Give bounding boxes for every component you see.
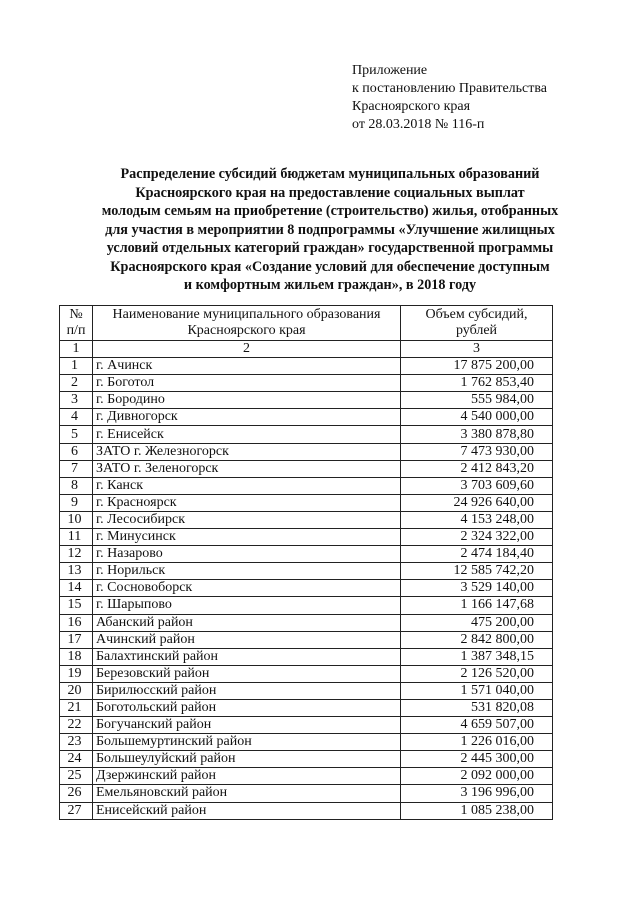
row-name: Емельяновский район xyxy=(93,785,401,802)
title-line: Распределение субсидий бюджетам муниципальных образований xyxy=(120,166,540,182)
row-number: 7 xyxy=(60,460,93,477)
row-amount: 1 226 016,00 xyxy=(401,734,553,751)
row-amount: 17 875 200,00 xyxy=(401,358,553,375)
appendix-line: Приложение xyxy=(352,63,428,78)
row-number: 22 xyxy=(60,717,93,734)
row-number: 13 xyxy=(60,563,93,580)
row-amount: 555 984,00 xyxy=(401,392,553,409)
row-name: г. Минусинск xyxy=(93,529,401,546)
row-name: Большемуртинский район xyxy=(93,734,401,751)
row-name: г. Бородино xyxy=(93,392,401,409)
title-line: и комфортным жильем граждан», в 2018 году xyxy=(183,277,477,293)
index-cell: 3 xyxy=(401,341,553,358)
table-row xyxy=(60,529,553,546)
table-row xyxy=(60,426,553,443)
row-name: Богучанский район xyxy=(93,717,401,734)
row-amount: 4 659 507,00 xyxy=(401,717,553,734)
row-name: г. Назарово xyxy=(93,546,401,563)
row-number: 25 xyxy=(60,768,93,785)
row-amount: 1 571 040,00 xyxy=(401,682,553,699)
row-number: 23 xyxy=(60,734,93,751)
table-row xyxy=(60,477,553,494)
row-amount: 2 412 843,20 xyxy=(401,460,553,477)
row-amount: 4 153 248,00 xyxy=(401,511,553,528)
table-row xyxy=(60,734,553,751)
appendix-block xyxy=(352,62,547,134)
table-row xyxy=(60,443,553,460)
row-name: г. Лесосибирск xyxy=(93,511,401,528)
table-row xyxy=(60,580,553,597)
table-row xyxy=(60,511,553,528)
table-row xyxy=(60,494,553,511)
row-number: 9 xyxy=(60,494,93,511)
row-amount: 531 820,08 xyxy=(401,699,553,716)
row-name: Ачинский район xyxy=(93,631,401,648)
table-row xyxy=(60,392,553,409)
row-name: Большеулуйский район xyxy=(93,751,401,768)
row-name: ЗАТО г. Зеленогорск xyxy=(93,460,401,477)
row-number: 16 xyxy=(60,614,93,631)
header-number: № п/п xyxy=(60,306,93,341)
row-number: 26 xyxy=(60,785,93,802)
table-body xyxy=(60,358,553,820)
table-row xyxy=(60,409,553,426)
row-number: 18 xyxy=(60,648,93,665)
row-amount: 2 324 322,00 xyxy=(401,529,553,546)
row-number: 10 xyxy=(60,511,93,528)
row-number: 3 xyxy=(60,392,93,409)
row-amount: 12 585 742,20 xyxy=(401,563,553,580)
table-row xyxy=(60,375,553,392)
row-name: г. Норильск xyxy=(93,563,401,580)
index-cell: 1 xyxy=(60,341,93,358)
row-number: 14 xyxy=(60,580,93,597)
row-number: 15 xyxy=(60,597,93,614)
table-index-row xyxy=(60,341,553,358)
table-row xyxy=(60,358,553,375)
index-cell: 2 xyxy=(93,341,401,358)
row-name: Боготольский район xyxy=(93,699,401,716)
document-title xyxy=(60,165,600,295)
row-amount: 2 474 184,40 xyxy=(401,546,553,563)
row-amount: 1 762 853,40 xyxy=(401,375,553,392)
row-amount: 24 926 640,00 xyxy=(401,494,553,511)
row-number: 12 xyxy=(60,546,93,563)
row-name: Балахтинский район xyxy=(93,648,401,665)
row-number: 6 xyxy=(60,443,93,460)
header-name: Наименование муниципального образования Красноярского края xyxy=(93,306,401,341)
table-row xyxy=(60,751,553,768)
row-amount: 2 092 000,00 xyxy=(401,768,553,785)
table-row xyxy=(60,648,553,665)
row-number: 21 xyxy=(60,699,93,716)
row-name: г. Енисейск xyxy=(93,426,401,443)
row-amount: 3 529 140,00 xyxy=(401,580,553,597)
table-row xyxy=(60,546,553,563)
row-name: г. Сосновоборск xyxy=(93,580,401,597)
row-name: г. Шарыпово xyxy=(93,597,401,614)
title-line: Красноярского края на предоставление социальных выплат xyxy=(135,184,525,201)
row-amount: 1 085 238,00 xyxy=(401,802,553,819)
row-amount: 2 445 300,00 xyxy=(401,751,553,768)
row-number: 2 xyxy=(60,375,93,392)
row-number: 8 xyxy=(60,477,93,494)
header-amount: Объем субсидий, рублей xyxy=(401,306,553,341)
row-name: Енисейский район xyxy=(93,802,401,819)
row-amount: 4 540 000,00 xyxy=(401,409,553,426)
table-row xyxy=(60,665,553,682)
row-name: Бирилюсский район xyxy=(93,682,401,699)
appendix-line: к постановлению Правительства xyxy=(352,81,548,96)
row-amount: 1 166 147,68 xyxy=(401,597,553,614)
title-line: Красноярского края «Создание условий для обеспечение доступным xyxy=(110,258,550,275)
row-number: 5 xyxy=(60,426,93,443)
title-line: молодым семьям на приобретение (строительство) жилья, отобранных xyxy=(101,203,559,219)
row-amount: 2 126 520,00 xyxy=(401,665,553,682)
row-number: 17 xyxy=(60,631,93,648)
row-name: г. Красноярск xyxy=(93,494,401,511)
row-name: Березовский район xyxy=(93,665,401,682)
row-number: 27 xyxy=(60,802,93,819)
title-line: для участия в мероприятии 8 подпрограммы «Улучшение жилищных xyxy=(105,221,555,238)
row-amount: 3 196 996,00 xyxy=(401,785,553,802)
row-name: Дзержинский район xyxy=(93,768,401,785)
title-line: условий отдельных категорий граждан» государственной программы xyxy=(106,240,554,256)
appendix-line: от 28.03.2018 № 116-п xyxy=(352,117,485,132)
row-amount: 2 842 800,00 xyxy=(401,631,553,648)
table-header-row xyxy=(60,306,553,341)
table-row xyxy=(60,802,553,819)
table-row xyxy=(60,785,553,802)
table-row xyxy=(60,460,553,477)
table-row xyxy=(60,614,553,631)
appendix-line: Красноярского края xyxy=(352,99,471,114)
row-amount: 1 387 348,15 xyxy=(401,648,553,665)
row-name: ЗАТО г. Железногорск xyxy=(93,443,401,460)
row-amount: 475 200,00 xyxy=(401,614,553,631)
row-number: 1 xyxy=(60,358,93,375)
table-row xyxy=(60,717,553,734)
table-row xyxy=(60,563,553,580)
table-row xyxy=(60,682,553,699)
row-number: 11 xyxy=(60,529,93,546)
subsidy-table xyxy=(59,305,553,820)
row-name: г. Дивногорск xyxy=(93,409,401,426)
row-number: 24 xyxy=(60,751,93,768)
row-amount: 3 703 609,60 xyxy=(401,477,553,494)
row-amount: 7 473 930,00 xyxy=(401,443,553,460)
table-row xyxy=(60,597,553,614)
row-number: 20 xyxy=(60,682,93,699)
row-name: Абанский район xyxy=(93,614,401,631)
table-row xyxy=(60,631,553,648)
table-row xyxy=(60,768,553,785)
row-number: 4 xyxy=(60,409,93,426)
row-name: г. Боготол xyxy=(93,375,401,392)
row-number: 19 xyxy=(60,665,93,682)
table-row xyxy=(60,699,553,716)
row-amount: 3 380 878,80 xyxy=(401,426,553,443)
row-name: г. Ачинск xyxy=(93,358,401,375)
row-name: г. Канск xyxy=(93,477,401,494)
